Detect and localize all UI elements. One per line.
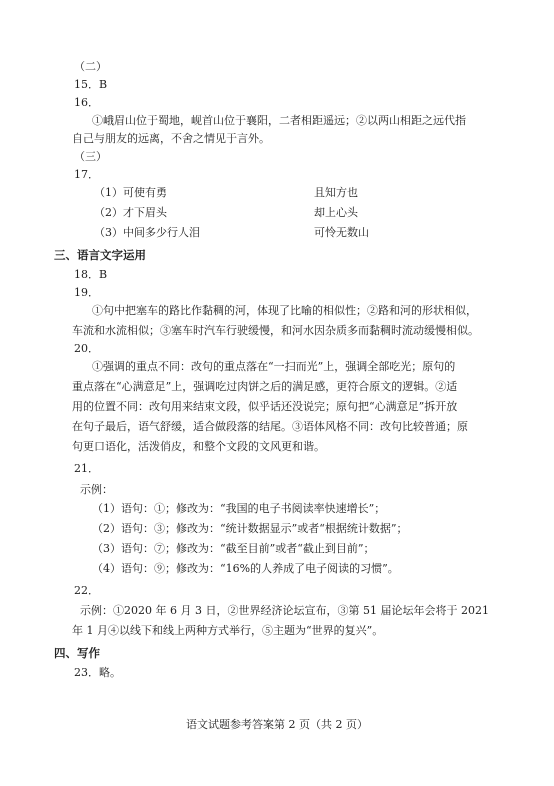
question-21-number: 21． bbox=[74, 462, 99, 475]
answer-20-line-3: 用的位置不同：改句用来结束文段，似乎话还没说完；原句把“心满意足”拆开放 bbox=[72, 400, 458, 413]
answer-20-line-4: 在句子最后，语气舒缓，适合做段落的结尾。③语体风格不同：改句比较普通；原 bbox=[72, 420, 468, 433]
answer-18: 18．B bbox=[74, 268, 108, 281]
part-heading-2: （二） bbox=[74, 60, 107, 73]
answer-20-line-5: 句更口语化，活泼俏皮，和整个文段的文风更和谐。 bbox=[72, 440, 325, 453]
answer-22-line-1: 示例：①2020 年 6 月 3 日，②世界经济论坛宣布，③第 51 届论坛年会将于 2021 bbox=[80, 604, 489, 617]
item-first-half: 中间多少行人泪 bbox=[123, 226, 200, 239]
question-17-number: 17． bbox=[74, 168, 99, 181]
answer-17-item-3 bbox=[94, 226, 369, 240]
item-number: （3） bbox=[94, 226, 123, 239]
answer-22-line-2: 年 1 月④以线下和线上两种方式举行，⑤主题为“世界的复兴”。 bbox=[72, 624, 384, 637]
item-first-half: 才下眉头 bbox=[123, 206, 167, 219]
answer-19-line-2: 车流和水流相似；③塞车时汽车行驶缓慢，和河水因杂质多而黏稠时流动缓慢相似。 bbox=[72, 324, 479, 337]
question-16-number: 16． bbox=[74, 96, 99, 109]
section-4-title: 四、写作 bbox=[54, 646, 100, 660]
answer-20-line-1: ①强调的重点不同：改句的重点落在“一扫而光”上，强调全部吃光；原句的 bbox=[92, 360, 456, 373]
page-footer: 语文试题参考答案第 2 页（共 2 页） bbox=[186, 718, 368, 731]
question-22-number: 22． bbox=[74, 584, 99, 597]
answer-17-item-1 bbox=[94, 186, 358, 200]
answer-21-item-1: （1）语句：①；修改为：“我国的电子书阅读率快速增长”； bbox=[92, 502, 386, 515]
answer-21-example-label: 示例： bbox=[80, 483, 113, 496]
question-19-number: 19． bbox=[74, 286, 99, 299]
item-number: （1） bbox=[94, 186, 123, 199]
question-20-number: 20． bbox=[74, 342, 99, 355]
item-first-half: 可使有勇 bbox=[123, 186, 167, 199]
item-second-half: 可怜无数山 bbox=[314, 226, 369, 239]
answer-17-item-2 bbox=[94, 206, 358, 220]
answer-21-item-2: （2）语句：③；修改为：“统计数据显示”或者“根据统计数据”； bbox=[92, 522, 408, 535]
section-3-title: 三、语言文字运用 bbox=[54, 248, 146, 262]
part-heading-3: （三） bbox=[74, 150, 107, 163]
item-number: （2） bbox=[94, 206, 123, 219]
answer-21-item-3: （3）语句：⑦；修改为：“截至目前”或者“截止到目前”； bbox=[92, 542, 375, 555]
answer-23: 23．略。 bbox=[74, 666, 121, 679]
answer-15: 15．B bbox=[74, 78, 108, 91]
answer-16-line-2: 自己与朋友的远离，不舍之情见于言外。 bbox=[72, 132, 270, 145]
item-second-half: 却上心头 bbox=[314, 206, 358, 219]
answer-16-line-1: ①峨眉山位于蜀地，岘首山位于襄阳，二者相距遥远；②以两山相距之远代指 bbox=[92, 114, 466, 127]
answer-21-item-4: （4）语句：⑨；修改为：“16%的人养成了电子阅读的习惯”。 bbox=[92, 562, 399, 575]
item-second-half: 且知方也 bbox=[314, 186, 358, 199]
answer-20-line-2: 重点落在“心满意足”上，强调吃过肉饼之后的满足感，更符合原文的逻辑。②适 bbox=[72, 380, 458, 393]
answer-19-line-1: ①句中把塞车的路比作黏稠的河，体现了比喻的相似性；②路和河的形状相似， bbox=[92, 304, 477, 317]
